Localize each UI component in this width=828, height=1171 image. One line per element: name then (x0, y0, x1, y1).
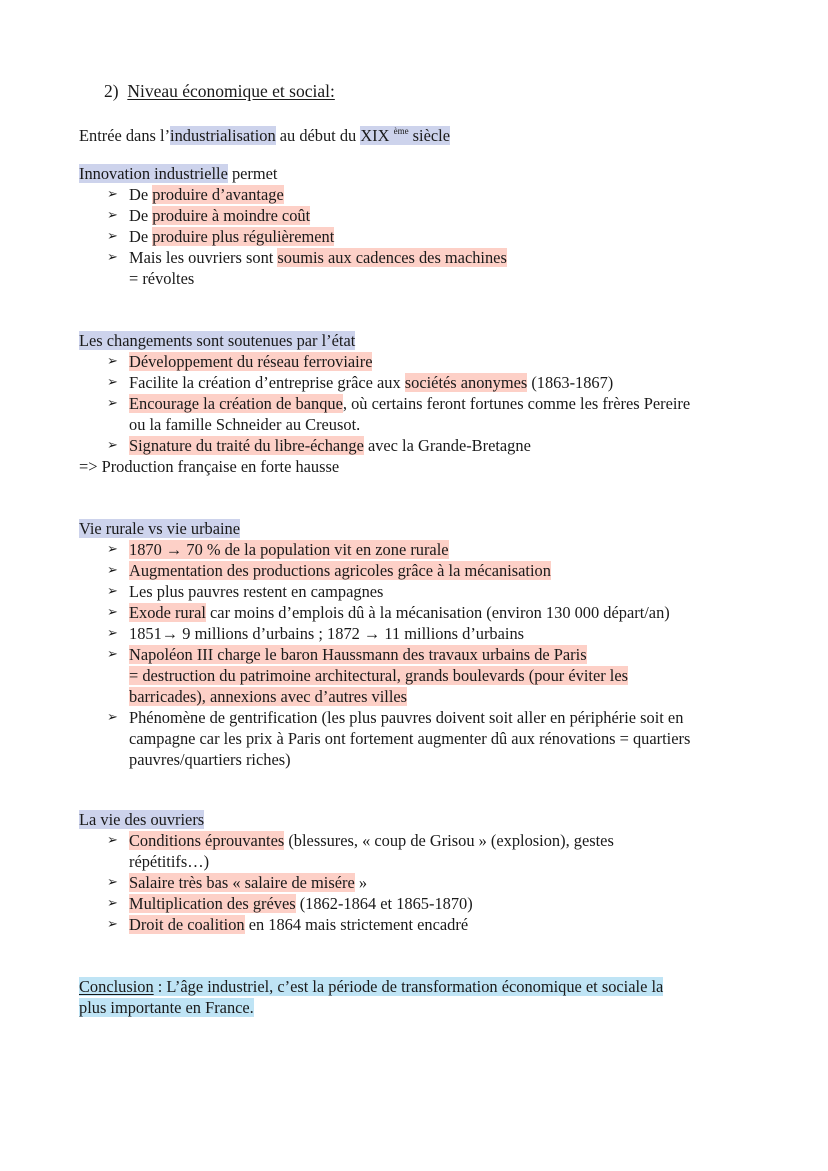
item-highlight: Droit de coalition (129, 915, 245, 934)
rurale-heading-highlight: Vie rurale vs vie urbaine (79, 519, 241, 538)
item-highlight: produire à moindre coût (152, 206, 311, 225)
list-item (129, 581, 383, 602)
intro-text-2: au début du (275, 126, 361, 145)
item-text: De (129, 185, 153, 204)
item-text-2: (blessures, « coup de Grisou » (explosion), gestes (284, 831, 614, 850)
century-roman: XIX (360, 126, 390, 145)
bullet-arrow-icon: ➢ (107, 584, 118, 599)
century-word: siècle (408, 126, 450, 145)
list-item (129, 372, 613, 393)
item-highlight: Exode rural (129, 603, 206, 622)
bullet-arrow-icon: ➢ (107, 917, 118, 932)
item-highlight: Signature du traité du libre-échange (129, 436, 364, 455)
item-text: 1851→ 9 millions d’urbains ; 1872 → 11 millions d’urbains (129, 624, 525, 643)
bullet-arrow-icon: ➢ (107, 896, 118, 911)
list-item (129, 435, 531, 456)
list-item (129, 602, 670, 623)
list-item (129, 539, 449, 560)
item-text-2: avec la Grande-Bretagne (363, 436, 531, 455)
item-highlight: = destruction du patrimoine architectural, grands boulevards (pour éviter les (129, 666, 628, 685)
bullet-arrow-icon: ➢ (107, 396, 118, 411)
bullet-arrow-icon: ➢ (107, 875, 118, 890)
item-text-2: (1863-1867) (527, 373, 614, 392)
item-text-2: car moins d’emplois dû à la mécanisation (environ 130 000 départ/an) (205, 603, 670, 622)
list-item (129, 205, 310, 226)
conclusion-text-2: plus importante en France. (79, 998, 254, 1017)
list-item (129, 560, 551, 581)
etat-heading (79, 330, 355, 351)
bullet-arrow-icon: ➢ (107, 438, 118, 453)
item-highlight: Multiplication des gréves (129, 894, 296, 913)
item-highlight: Développement du réseau ferroviaire (129, 352, 373, 371)
list-item (129, 644, 587, 665)
intro-line (79, 121, 450, 145)
list-item-continuation (129, 686, 407, 707)
bullet-arrow-icon: ➢ (107, 354, 118, 369)
item-text: De (129, 227, 153, 246)
item-highlight: Conditions éprouvantes (129, 831, 285, 850)
list-item (129, 623, 524, 644)
bullet-arrow-icon: ➢ (107, 626, 118, 641)
list-item (129, 393, 690, 414)
item-text-2: en 1864 mais strictement encadré (244, 915, 469, 934)
list-item-continuation: pauvres/quartiers riches) (129, 750, 291, 769)
list-item (129, 226, 334, 247)
item-highlight: Encourage la création de banque (129, 394, 343, 413)
item-highlight: produire d’avantage (152, 185, 284, 204)
section-title: Niveau économique et social: (127, 81, 335, 101)
list-item (129, 184, 284, 205)
bullet-arrow-icon: ➢ (107, 250, 118, 265)
list-item (129, 830, 614, 851)
rurale-heading (79, 518, 240, 539)
bullet-arrow-icon: ➢ (107, 833, 118, 848)
intro-highlight: industrialisation (170, 126, 276, 145)
bullet-arrow-icon: ➢ (107, 542, 118, 557)
section-number: 2) (104, 81, 119, 101)
bullet-arrow-icon: ➢ (107, 605, 118, 620)
bullet-arrow-icon: ➢ (107, 563, 118, 578)
intro-text: Entrée dans l’ (79, 126, 171, 145)
item-text-2: » (354, 873, 368, 892)
item-highlight: produire plus régulièrement (152, 227, 335, 246)
bullet-arrow-icon: ➢ (107, 375, 118, 390)
list-item-continuation: ou la famille Schneider au Creusot. (129, 415, 361, 434)
item-highlight: Salaire très bas « salaire de misére (129, 873, 355, 892)
century-highlight (360, 126, 450, 145)
list-item (129, 914, 468, 935)
item-highlight: soumis aux cadences des machines (277, 248, 507, 267)
conclusion-line-2 (79, 997, 254, 1018)
section-heading (104, 81, 335, 102)
conclusion-line-1 (79, 976, 663, 997)
century-sup: ème (393, 126, 409, 136)
bullet-arrow-icon: ➢ (107, 647, 118, 662)
etat-heading-highlight: Les changements sont soutenues par l’état (79, 331, 356, 350)
item-highlight: 1870 → 70 % de la population vit en zone rurale (129, 540, 449, 559)
list-item-continuation: répétitifs…) (129, 852, 210, 871)
innovation-heading-rest: permet (227, 164, 278, 183)
item-text-2: , où certains feront fortunes comme les frères Pereire (342, 394, 691, 413)
ouvriers-heading (79, 809, 204, 830)
bullet-arrow-icon: ➢ (107, 710, 118, 725)
item-highlight: barricades), annexions avec d’autres villes (129, 687, 408, 706)
item-text: Mais les ouvriers sont (129, 248, 278, 267)
item-text: Les plus pauvres restent en campagnes (129, 582, 384, 601)
item-highlight: sociétés anonymes (404, 373, 528, 392)
item-text: De (129, 206, 153, 225)
ouvriers-heading-highlight: La vie des ouvriers (79, 810, 205, 829)
bullet-arrow-icon: ➢ (107, 208, 118, 223)
innovation-heading (79, 163, 277, 184)
list-item (129, 893, 473, 914)
item-highlight: Augmentation des productions agricoles grâce à la mécanisation (129, 561, 551, 580)
list-item-continuation (129, 665, 628, 686)
conclusion-text: : L’âge industriel, c’est la période de transformation économique et sociale la (153, 977, 664, 996)
list-item (129, 351, 372, 372)
list-item: Phénomène de gentrification (les plus pauvres doivent soit aller en périphérie soit en (129, 708, 684, 727)
item-text-2: (1862-1864 et 1865-1870) (295, 894, 473, 913)
innovation-heading-highlight: Innovation industrielle (79, 164, 228, 183)
list-item-continuation: campagne car les prix à Paris ont fortement augmenter dû aux rénovations = quartiers (129, 729, 691, 748)
item-highlight: Napoléon III charge le baron Haussmann des travaux urbains de Paris (129, 645, 587, 664)
conclusion-label: Conclusion (79, 977, 154, 996)
bullet-arrow-icon: ➢ (107, 187, 118, 202)
etat-conclusion: => Production française en forte hausse (79, 457, 340, 476)
list-item-continuation: = révoltes (129, 269, 195, 288)
list-item (129, 247, 507, 268)
bullet-arrow-icon: ➢ (107, 229, 118, 244)
list-item (129, 872, 367, 893)
item-text: Facilite la création d’entreprise grâce aux (129, 373, 405, 392)
